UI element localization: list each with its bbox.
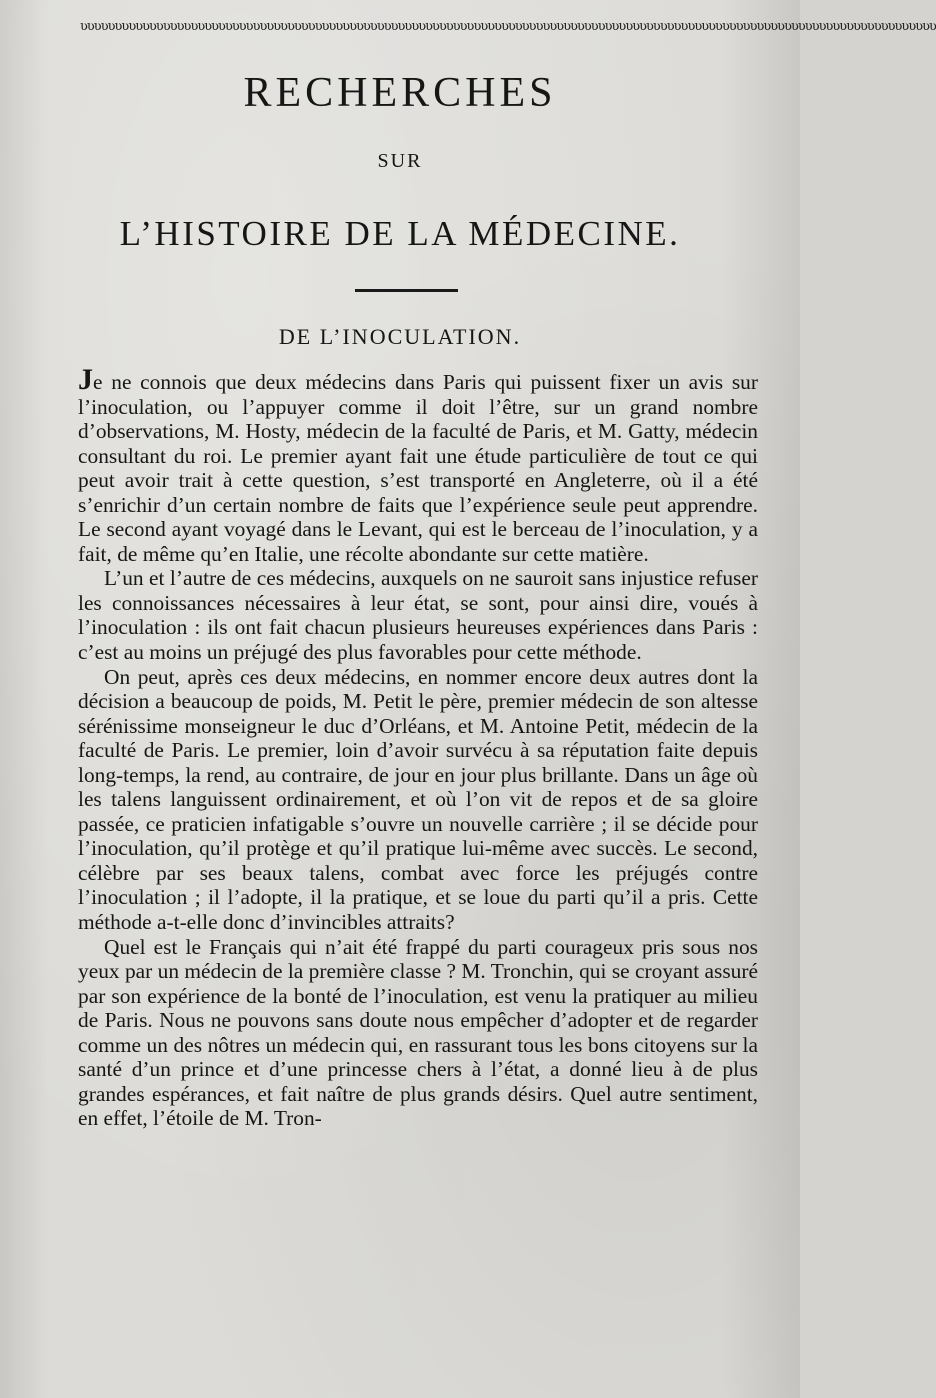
body-text <box>78 363 758 1131</box>
paragraph-4: Quel est le Français qui n’ait été frappé du parti courageux pris sous nos yeux par un médecin de la première classe ? M. Tronchin, qui se croyant assuré par son expérience de la bonté de l’inoculation, est venu la pratiquer au milieu de Paris. Nous ne pouvons sans doute nous empêcher d’adopter et de regarder comme un des nôtres un médecin qui, en rassurant tous les bons citoyens sur la santé d’un prince et d’une princesse chers à l’état, a donné lieu à de plus grandes espérances, et fait naître de plus grands désirs. Quel autre sentiment, en effet, l’étoile de M. Tron- <box>78 934 758 1131</box>
paragraph-3: On peut, après ces deux médecins, en nommer encore deux autres dont la décision a beaucoup de poids, M. Petit le père, premier médecin de son altesse sérénissime monseigneur le duc d’Orléans, et M. Antoine Petit, médecin de la faculté de Paris. Le premier, loin d’avoir survécu à sa réputation faite depuis long-temps, la rend, au contraire, de jour en jour plus brillante. Dans un âge où les talens languissent ordinairement, et où l’on vit de repos et de sa gloire passée, ce praticien infatigable s’ouvre un nouvelle carrière ; il se décide pour l’inoculation, qu’il protège et qu’il pratique lui-même avec succès. Le second, célèbre par ses beaux talens, combat avec force les préjugés contre l’inoculation ; il l’adopte, il la pratique, et se loue du parti qu’il a pris. Cette méthode a-t-elle donc d’invincibles attraits? <box>78 664 758 935</box>
top-ornamental-rule: ʋʋʋʋʋʋʋʋʋʋʋʋʋʋʋʋʋʋʋʋʋʋʋʋʋʋʋʋʋʋʋʋʋʋʋʋʋʋʋʋʋʋʋʋʋʋʋʋʋʋʋʋʋʋʋʋʋʋʋʋʋʋʋʋʋʋʋʋʋʋʋʋʋʋʋʋʋʋʋʋʋʋʋʋʋʋʋʋʋʋʋʋʋʋʋʋʋʋʋʋʋʋʋʋʋʋʋʋʋʋʋʋʋʋʋʋʋʋʋʋʋʋʋʋ <box>80 19 936 34</box>
title-connector: SUR <box>377 150 423 172</box>
paragraph-1-text: ne connois que deux médecins dans Paris qui puissent fixer un avis sur l’inoculation, ou l’appuyer comme il doit l’être, sur un grand nombre d’observations, M. Hosty, médecin de la faculté de Paris, et M. Gatty, médecin consultant du roi. Le premier ayant fait une étude particulière de tout ce qui peut avoir trait à cette question, s’est transporté en Angleterre, où il a été s’enrichir d’un certain nombre de faits que l’expérience seule peut apprendre. Le second ayant voyagé dans le Levant, qui est le berceau de l’inoculation, y a fait, de même qu’en Italie, une récolte abondante sur cette matière. <box>78 370 758 566</box>
drop-cap: J <box>78 363 93 396</box>
page-title: RECHERCHES <box>243 70 557 116</box>
section-heading: DE L’INOCULATION. <box>278 324 522 349</box>
small-cap-letter: e <box>93 370 103 394</box>
page-subtitle: L’HISTOIRE DE LA MÉDECINE. <box>119 214 681 253</box>
paragraph-2: L’un et l’autre de ces médecins, auxquels on ne sauroit sans injustice refuser les connoissances nécessaires à leur état, se sont, pour ainsi dire, voués à l’inoculation : ils ont fait chacun plusieurs heureuses expériences dans Paris : c’est au moins un préjugé des plus favorables pour cette méthode. <box>78 566 758 665</box>
paragraph-1 <box>78 363 758 566</box>
title-divider <box>355 289 458 292</box>
